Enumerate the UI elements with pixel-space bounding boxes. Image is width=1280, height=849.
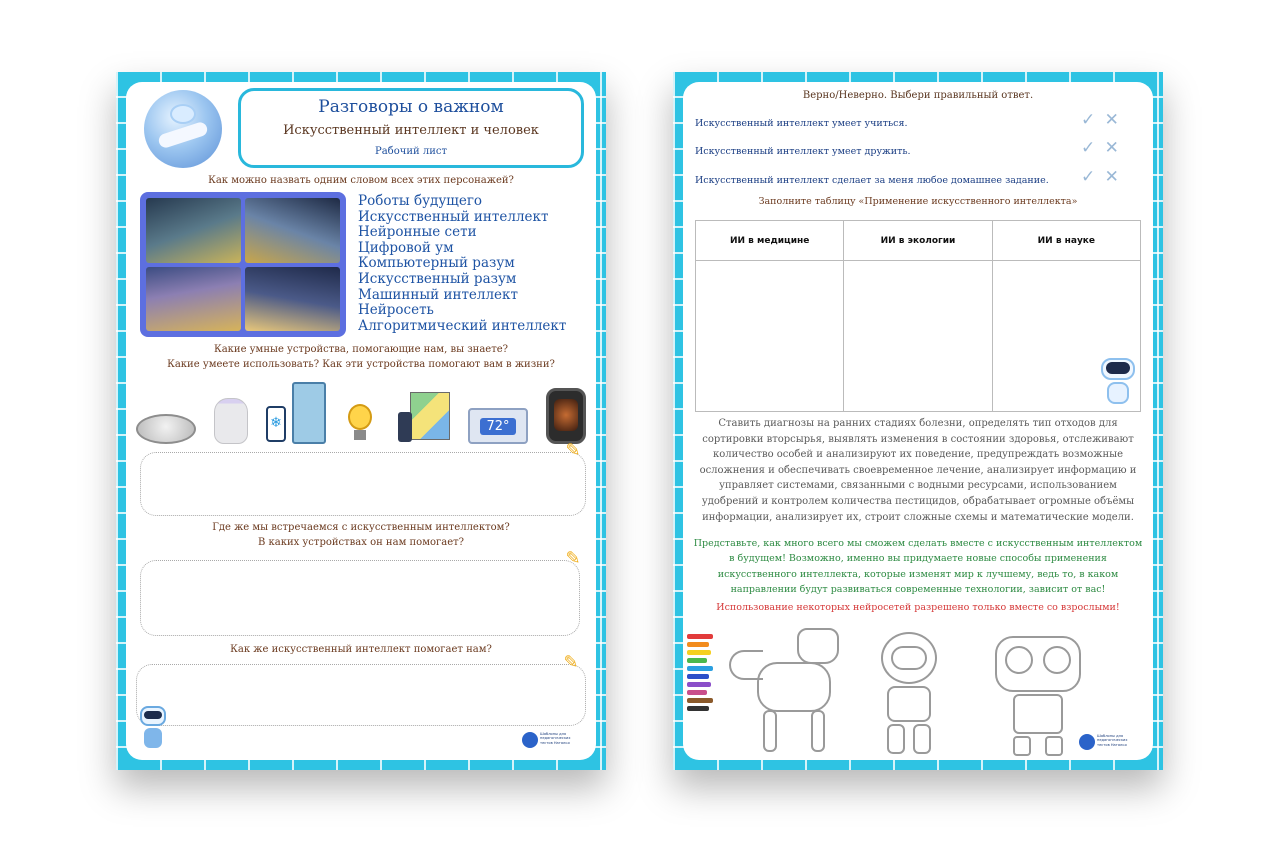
- page-title: Разговоры о важном: [318, 97, 504, 117]
- author-logo-text: Шаблоны для педагогических тестов Наталья: [540, 732, 571, 745]
- table-title: Заполните таблицу «Применение искусственного интеллекта»: [758, 196, 1078, 207]
- answer-box-3[interactable]: [136, 664, 586, 726]
- table-cell-medicine[interactable]: [696, 261, 844, 412]
- robot-vacuum-icon: [136, 414, 196, 444]
- page-1-content: [126, 82, 596, 760]
- name-option: Цифровой ум: [358, 239, 454, 256]
- name-option: Компьютерный разум: [358, 255, 515, 272]
- smart-fridge-icon: [266, 382, 326, 444]
- name-option: Машинный интеллект: [358, 286, 518, 303]
- name-option: Искусственный разум: [358, 270, 517, 287]
- thermostat-reading: 72°: [480, 418, 515, 435]
- smartwatch-icon: [546, 388, 586, 444]
- smart-speaker-icon: [214, 398, 248, 444]
- map-navigation-icon: [394, 392, 450, 444]
- character-photo: [245, 198, 340, 263]
- author-logo: [1079, 734, 1095, 750]
- motivation-text: Представьте, как много всего мы сможем сделать вместе с искусственным интеллектом в будущем! Возможно, именно вы придумаете новые способы применения искусственного интеллекта, которые изменят мир к лучшему, ведь то, в каком направлении будут развиваться современные технологии, зависит от вас!: [693, 538, 1143, 596]
- question-3-line-1: Где же мы встречаемся с искусственным интеллектом?: [212, 522, 510, 533]
- question-4: Как же искусственный интеллект помогает нам?: [230, 644, 492, 655]
- worksheet-page-1: [116, 72, 606, 770]
- question-1: Как можно назвать одним словом всех этих персонажей?: [208, 175, 514, 186]
- name-option: Алгоритмический интеллект: [358, 317, 567, 334]
- table-cell-ecology[interactable]: [844, 261, 992, 412]
- question-3-line-2: В каких устройствах он нам помогает?: [257, 537, 465, 548]
- colored-pencils-icon: [687, 634, 717, 724]
- author-logo: [522, 732, 538, 748]
- question-2-line-1: Какие умные устройства, помогающие нам, вы знаете?: [213, 344, 509, 355]
- smart-devices-row: [136, 378, 586, 444]
- answer-box-2[interactable]: [140, 560, 580, 636]
- names-list: [358, 194, 566, 334]
- name-option: Роботы будущего: [358, 193, 483, 209]
- page-subtitle: Искусственный интеллект и человек: [283, 123, 539, 138]
- robot-mascot: [130, 706, 176, 758]
- character-photo: [245, 267, 340, 332]
- column-science: ИИ в науке: [992, 221, 1140, 261]
- column-ecology: ИИ в экологии: [844, 221, 992, 261]
- ai-hand-image: [144, 90, 222, 168]
- warning-text: Использование некоторых нейросетей разрешено только вместе со взрослыми!: [716, 602, 1120, 613]
- check-cross-icon[interactable]: ✓ ✕: [1081, 167, 1121, 187]
- fridge-icon: [292, 382, 326, 444]
- tf-statement: Искусственный интеллект умеет дружить.: [695, 146, 911, 157]
- tf-statement: Искусственный интеллект умеет учиться.: [695, 118, 908, 129]
- robot-mascot: [1093, 352, 1143, 412]
- smart-bulb-icon: [344, 398, 376, 444]
- author-logo-text: Шаблоны для педагогических тестов Наталья: [1097, 734, 1128, 747]
- pencil-icon: ✎: [565, 440, 581, 461]
- characters-image-grid: [140, 192, 346, 337]
- ai-application-table: [695, 220, 1141, 412]
- true-false-title: Верно/Неверно. Выбери правильный ответ.: [802, 90, 1034, 101]
- name-option: Нейронные сети: [358, 224, 477, 241]
- pencil-icon: ✎: [563, 652, 579, 673]
- name-option: Искусственный интеллект: [358, 208, 549, 225]
- character-photo: [146, 198, 241, 263]
- thermostat-icon: [468, 408, 528, 444]
- hand-icon: [157, 121, 209, 150]
- answer-box-1[interactable]: [140, 452, 586, 516]
- title-box: [238, 88, 584, 168]
- column-medicine: ИИ в медицине: [696, 221, 844, 261]
- worksheet-label: Рабочий лист: [374, 146, 447, 157]
- check-cross-icon[interactable]: ✓ ✕: [1081, 110, 1121, 130]
- cat-robot-outline: [727, 628, 847, 756]
- phone-icon: ❄: [266, 406, 286, 442]
- check-cross-icon[interactable]: ✓ ✕: [1081, 138, 1121, 158]
- pencil-icon: ✎: [565, 548, 581, 569]
- character-photo: [146, 267, 241, 332]
- name-option: Нейросеть: [358, 302, 434, 319]
- astronaut-robot-outline: [863, 628, 953, 758]
- worksheet-page-2: [673, 72, 1163, 770]
- page-2-content: [683, 82, 1153, 760]
- tf-statement: Искусственный интеллект сделает за меня любое домашнее задание.: [695, 175, 1049, 186]
- question-2-line-2: Какие умеете использовать? Как эти устройства помогают вам в жизни?: [167, 359, 555, 370]
- brain-icon: [170, 104, 196, 124]
- hint-paragraph: Ставить диагнозы на ранних стадиях болезни, определять тип отходов для сортировки вторсырья, выявлять изменения в состоянии здоровья, отслеживают количество особей и анализируют их поведение, предупреждать возможные осложнения и обеспечивать своевременное лечение, анализирует информацию и управляет системами, связанными с водными ресурсами, использованием удобрений и контролем количества пестицидов, обрабатывает огромные объёмы информации, анализирует их, строит сложные схемы и математические модели.: [699, 418, 1137, 523]
